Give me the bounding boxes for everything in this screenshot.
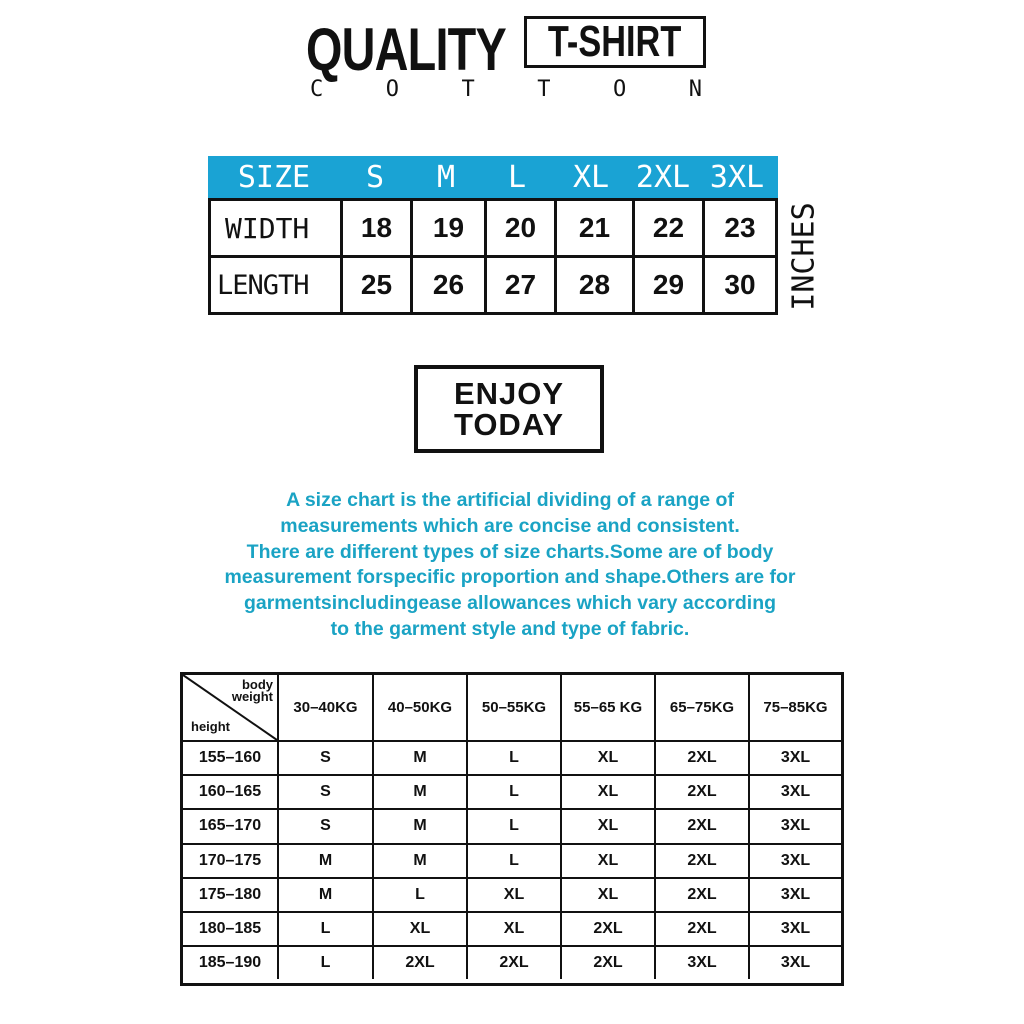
size-header-cell: S — [365, 159, 385, 195]
corner-height-label: height — [191, 719, 230, 734]
measurement-cell: 25 — [340, 258, 410, 312]
size-cell: L — [466, 843, 560, 877]
description-line: to the garment style and type of fabric. — [330, 617, 690, 640]
enjoy-today-badge — [414, 365, 604, 453]
weight-height-size-table — [180, 672, 844, 986]
height-row-label: 175–180 — [183, 877, 277, 911]
size-cell: XL — [560, 877, 654, 911]
corner-weight-line: weight — [231, 689, 273, 704]
material-letter: T — [461, 77, 475, 102]
size-row-width — [211, 201, 775, 255]
unit-label — [784, 200, 824, 312]
size-cell: 2XL — [560, 945, 654, 979]
description-line: measurements which are concise and consistent. — [280, 514, 740, 537]
size-cell: XL — [372, 911, 466, 945]
material-label — [306, 78, 706, 102]
size-cell: 2XL — [654, 877, 748, 911]
brand-title: QUALITY — [306, 16, 506, 83]
height-row-label: 165–170 — [183, 808, 277, 842]
size-cell: 3XL — [748, 740, 841, 774]
size-cell: L — [277, 911, 372, 945]
measurement-cell: 22 — [632, 201, 702, 255]
material-letter: N — [688, 77, 702, 102]
brand-logo — [306, 14, 716, 104]
measurement-cell: 28 — [554, 258, 632, 312]
size-cell: M — [277, 877, 372, 911]
size-header-cell: XL — [572, 159, 610, 195]
measurement-cell: 30 — [702, 258, 775, 312]
height-row-label: 170–175 — [183, 843, 277, 877]
size-cell: XL — [560, 808, 654, 842]
measurement-cell: 26 — [410, 258, 484, 312]
material-letter: O — [613, 77, 627, 102]
size-cell: XL — [560, 740, 654, 774]
size-cell: L — [466, 774, 560, 808]
material-letter: O — [385, 77, 399, 102]
size-row-length — [211, 255, 775, 312]
weight-header-cell: 55–65 KG — [560, 675, 654, 740]
size-header-cell: 3XL — [709, 159, 765, 195]
material-letter: C — [310, 77, 324, 102]
size-cell: 2XL — [654, 740, 748, 774]
size-cell: 2XL — [372, 945, 466, 979]
size-cell: L — [372, 877, 466, 911]
size-cell: M — [372, 774, 466, 808]
size-cell: L — [466, 808, 560, 842]
enjoy-line-1: ENJOY — [453, 376, 565, 411]
row-label: WIDTH — [225, 211, 310, 245]
description-line: measurement forspecific proportion and shape.Others are for — [224, 566, 796, 589]
measurement-cell: 19 — [410, 201, 484, 255]
size-cell: M — [372, 843, 466, 877]
description-line: There are different types of size charts.Some are of body — [246, 540, 774, 563]
weight-header-cell: 75–85KG — [748, 675, 841, 740]
size-cell: 3XL — [748, 911, 841, 945]
size-cell: S — [277, 740, 372, 774]
unit-label-text: INCHES — [786, 201, 822, 311]
size-cell: 3XL — [748, 945, 841, 979]
measurement-cell: 18 — [340, 201, 410, 255]
size-header-cell: 2XL — [635, 159, 691, 195]
product-badge — [524, 16, 706, 68]
size-cell: M — [277, 843, 372, 877]
height-row-label: 185–190 — [183, 945, 277, 979]
size-cell: XL — [466, 877, 560, 911]
weight-height-grid — [183, 675, 841, 983]
size-cell: 3XL — [748, 877, 841, 911]
size-header-row — [208, 156, 778, 198]
product-badge-label: T-SHIRT — [548, 17, 682, 66]
height-row-label: 180–185 — [183, 911, 277, 945]
size-cell: XL — [560, 843, 654, 877]
measurement-cell: 27 — [484, 258, 554, 312]
size-cell: XL — [560, 774, 654, 808]
size-cell: 2XL — [654, 808, 748, 842]
size-chart-description — [150, 488, 870, 643]
measurement-cell: 23 — [702, 201, 775, 255]
height-row-label: 160–165 — [183, 774, 277, 808]
size-cell: XL — [466, 911, 560, 945]
size-cell: 3XL — [748, 843, 841, 877]
table-corner-cell — [183, 675, 277, 740]
size-cell: 3XL — [748, 808, 841, 842]
size-cell: 3XL — [748, 774, 841, 808]
size-cell: M — [372, 740, 466, 774]
measurement-cell: 29 — [632, 258, 702, 312]
size-cell: L — [277, 945, 372, 979]
corner-weight-label — [232, 679, 273, 703]
size-cell: 2XL — [654, 911, 748, 945]
size-cell: 3XL — [654, 945, 748, 979]
size-measurement-table — [208, 156, 778, 315]
height-row-label: 155–160 — [183, 740, 277, 774]
size-cell: 2XL — [560, 911, 654, 945]
material-letter: T — [537, 77, 551, 102]
weight-header-cell: 50–55KG — [466, 675, 560, 740]
size-cell: 2XL — [654, 774, 748, 808]
size-cell: S — [277, 774, 372, 808]
weight-header-cell: 65–75KG — [654, 675, 748, 740]
description-line: A size chart is the artificial dividing of a range of — [286, 489, 734, 511]
enjoy-line-2: TODAY — [453, 407, 565, 442]
size-cell: S — [277, 808, 372, 842]
size-table-body — [208, 198, 778, 315]
size-header-cell: L — [507, 159, 527, 195]
size-header-cell: M — [436, 159, 456, 195]
weight-header-cell: 30–40KG — [277, 675, 372, 740]
measurement-cell: 21 — [554, 201, 632, 255]
corner-weight-line: body — [241, 677, 273, 692]
description-line: garmentsincludingease allowances which vary according — [243, 592, 777, 615]
measurement-cell: 20 — [484, 201, 554, 255]
size-cell: M — [372, 808, 466, 842]
size-cell: L — [466, 740, 560, 774]
size-cell: 2XL — [654, 843, 748, 877]
weight-header-cell: 40–50KG — [372, 675, 466, 740]
size-cell: 2XL — [466, 945, 560, 979]
row-label: LENGTH — [217, 269, 309, 301]
size-header-label: SIZE — [237, 159, 311, 195]
